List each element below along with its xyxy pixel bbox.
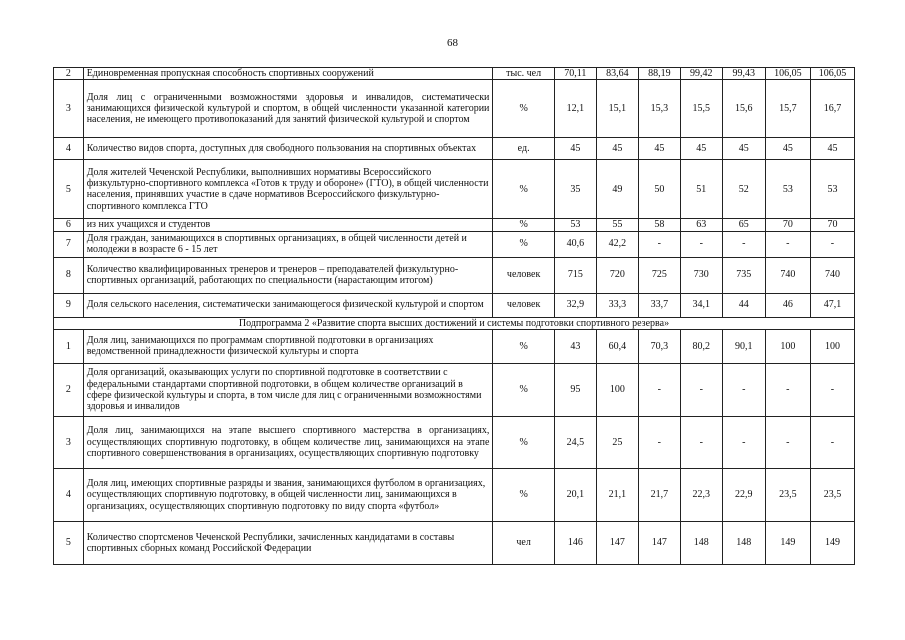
table-row xyxy=(54,80,855,138)
unit-cell: % xyxy=(493,160,554,219)
value-cell: 70 xyxy=(810,219,854,231)
value-cell: 149 xyxy=(765,521,810,564)
table-row xyxy=(54,219,855,231)
row-number: 8 xyxy=(54,257,84,293)
value-cell: 42,2 xyxy=(596,231,638,257)
value-cell: 21,7 xyxy=(638,468,680,521)
value-cell: 47,1 xyxy=(810,293,854,317)
value-cell: 33,7 xyxy=(638,293,680,317)
value-cell: 53 xyxy=(765,160,810,219)
value-cell: 45 xyxy=(554,138,596,160)
value-cell: 25 xyxy=(596,416,638,468)
indicator-name: Доля организаций, оказывающих услуги по спортивной подготовке в соответствии с федеральными стандартами спортивной подготовки, в общем количестве организаций в сфере физической культуры и спорта, в том числе для лиц с ограниченными возможностями здоровья и инвалидов xyxy=(83,363,493,416)
value-cell: - xyxy=(638,363,680,416)
indicator-name: Доля лиц, занимающихся на этапе высшего спортивного мастерства в организациях, осуществляющих спортивную подготовку, в общем количестве лиц, занимающихся на этапе спортивного совершенствования в организациях, осуществляющих спортивную подготовку xyxy=(83,416,493,468)
value-cell: - xyxy=(810,231,854,257)
value-cell: 49 xyxy=(596,160,638,219)
value-cell: 90,1 xyxy=(722,329,765,363)
value-cell: 149 xyxy=(810,521,854,564)
value-cell: 65 xyxy=(722,219,765,231)
row-number: 6 xyxy=(54,219,84,231)
table-row xyxy=(54,329,855,363)
table-row xyxy=(54,293,855,317)
row-number: 9 xyxy=(54,293,84,317)
value-cell: 32,9 xyxy=(554,293,596,317)
indicator-name: Доля лиц, имеющих спортивные разряды и звания, занимающихся футболом в организациях, осуществляющих спортивную подготовку, в общей численности лиц, занимающихся в организациях, осуществляющих спортивную подготовку по виду спорта «футбол» xyxy=(83,468,493,521)
value-cell: 720 xyxy=(596,257,638,293)
value-cell: 88,19 xyxy=(638,68,680,80)
unit-cell: % xyxy=(493,231,554,257)
value-cell: 740 xyxy=(765,257,810,293)
value-cell: 83,64 xyxy=(596,68,638,80)
value-cell: - xyxy=(638,231,680,257)
value-cell: 63 xyxy=(680,219,722,231)
value-cell: 147 xyxy=(638,521,680,564)
value-cell: - xyxy=(722,363,765,416)
unit-cell: % xyxy=(493,219,554,231)
value-cell: - xyxy=(810,416,854,468)
value-cell: 15,7 xyxy=(765,80,810,138)
row-number: 5 xyxy=(54,160,84,219)
value-cell: 148 xyxy=(722,521,765,564)
value-cell: 715 xyxy=(554,257,596,293)
value-cell: 45 xyxy=(638,138,680,160)
value-cell: 43 xyxy=(554,329,596,363)
value-cell: 58 xyxy=(638,219,680,231)
row-number: 4 xyxy=(54,468,84,521)
value-cell: 45 xyxy=(680,138,722,160)
indicator-name: Количество спортсменов Чеченской Республики, зачисленных кандидатами в составы спортивных сборных команд Российской Федерации xyxy=(83,521,493,564)
value-cell: 147 xyxy=(596,521,638,564)
value-cell: 35 xyxy=(554,160,596,219)
row-number: 3 xyxy=(54,80,84,138)
value-cell: 45 xyxy=(765,138,810,160)
row-number: 7 xyxy=(54,231,84,257)
unit-cell: чел xyxy=(493,521,554,564)
value-cell: 23,5 xyxy=(810,468,854,521)
value-cell: 40,6 xyxy=(554,231,596,257)
value-cell: 45 xyxy=(722,138,765,160)
subprogram-heading-row xyxy=(54,317,855,329)
value-cell: 730 xyxy=(680,257,722,293)
value-cell: 100 xyxy=(765,329,810,363)
value-cell: 15,5 xyxy=(680,80,722,138)
table-row xyxy=(54,68,855,80)
row-number: 3 xyxy=(54,416,84,468)
value-cell: 15,1 xyxy=(596,80,638,138)
row-number: 2 xyxy=(54,363,84,416)
value-cell: 80,2 xyxy=(680,329,722,363)
table-row xyxy=(54,231,855,257)
value-cell: - xyxy=(638,416,680,468)
value-cell: 33,3 xyxy=(596,293,638,317)
value-cell: 70,3 xyxy=(638,329,680,363)
unit-cell: человек xyxy=(493,293,554,317)
value-cell: 24,5 xyxy=(554,416,596,468)
value-cell: 70,11 xyxy=(554,68,596,80)
value-cell: 106,05 xyxy=(810,68,854,80)
value-cell: 725 xyxy=(638,257,680,293)
value-cell: 50 xyxy=(638,160,680,219)
value-cell: - xyxy=(722,231,765,257)
row-number: 2 xyxy=(54,68,84,80)
indicator-name: Доля лиц с ограниченными возможностями здоровья и инвалидов, систематически занимающихся физической культурой и спортом, в общей численности указанной категории населения, не имеющего противопоказаний для занятий физической культурой и спортом xyxy=(83,80,493,138)
value-cell: - xyxy=(680,231,722,257)
value-cell: 12,1 xyxy=(554,80,596,138)
value-cell: 148 xyxy=(680,521,722,564)
unit-cell: % xyxy=(493,80,554,138)
value-cell: - xyxy=(765,363,810,416)
value-cell: 100 xyxy=(596,363,638,416)
row-number: 4 xyxy=(54,138,84,160)
value-cell: - xyxy=(810,363,854,416)
row-number: 1 xyxy=(54,329,84,363)
value-cell: - xyxy=(765,416,810,468)
value-cell: 55 xyxy=(596,219,638,231)
row-number: 5 xyxy=(54,521,84,564)
value-cell: 95 xyxy=(554,363,596,416)
value-cell: 51 xyxy=(680,160,722,219)
indicators-table xyxy=(53,67,855,565)
value-cell: - xyxy=(722,416,765,468)
value-cell: 52 xyxy=(722,160,765,219)
table-row xyxy=(54,257,855,293)
value-cell: 21,1 xyxy=(596,468,638,521)
value-cell: 70 xyxy=(765,219,810,231)
value-cell: 740 xyxy=(810,257,854,293)
value-cell: 53 xyxy=(810,160,854,219)
value-cell: 45 xyxy=(596,138,638,160)
unit-cell: % xyxy=(493,363,554,416)
value-cell: 735 xyxy=(722,257,765,293)
indicator-name: Доля жителей Чеченской Республики, выполнивших нормативы Всероссийского физкультурно-спортивного комплекса «Готов к труду и обороне» (ГТО), в общей численности населения, принявших участие в сдаче нормативов Всероссийского физкультурно-спортивного комплекса ГТО xyxy=(83,160,493,219)
value-cell: 106,05 xyxy=(765,68,810,80)
value-cell: - xyxy=(680,416,722,468)
unit-cell: ед. xyxy=(493,138,554,160)
value-cell: - xyxy=(765,231,810,257)
value-cell: 34,1 xyxy=(680,293,722,317)
unit-cell: % xyxy=(493,416,554,468)
table-row xyxy=(54,416,855,468)
value-cell: 44 xyxy=(722,293,765,317)
value-cell: 46 xyxy=(765,293,810,317)
value-cell: 15,3 xyxy=(638,80,680,138)
table-row xyxy=(54,138,855,160)
value-cell: 100 xyxy=(810,329,854,363)
value-cell: 146 xyxy=(554,521,596,564)
table-row xyxy=(54,521,855,564)
unit-cell: % xyxy=(493,468,554,521)
page-number: 68 xyxy=(447,37,458,49)
unit-cell: тыс. чел xyxy=(493,68,554,80)
indicator-name: Доля лиц, занимающихся по программам спортивной подготовки в организациях ведомственной принадлежности физической культуры и спорта xyxy=(83,329,493,363)
indicator-name: Количество квалифицированных тренеров и тренеров – преподавателей физкультурно-спортивных организаций, работающих по специальности (нарастающим итогом) xyxy=(83,257,493,293)
table-row xyxy=(54,468,855,521)
value-cell: 22,3 xyxy=(680,468,722,521)
value-cell: 23,5 xyxy=(765,468,810,521)
indicator-name: Единовременная пропускная способность спортивных сооружений xyxy=(83,68,493,80)
value-cell: 45 xyxy=(810,138,854,160)
value-cell: 22,9 xyxy=(722,468,765,521)
subprogram-heading: Подпрограмма 2 «Развитие спорта высших достижений и системы подготовки спортивного резерва» xyxy=(54,317,855,329)
value-cell: 99,43 xyxy=(722,68,765,80)
value-cell: 53 xyxy=(554,219,596,231)
indicator-name: Количество видов спорта, доступных для свободного пользования на спортивных объектах xyxy=(83,138,493,160)
indicator-name: Доля сельского населения, систематически занимающегося физической культурой и спортом xyxy=(83,293,493,317)
value-cell: 15,6 xyxy=(722,80,765,138)
unit-cell: % xyxy=(493,329,554,363)
table-row xyxy=(54,363,855,416)
value-cell: - xyxy=(680,363,722,416)
value-cell: 20,1 xyxy=(554,468,596,521)
indicator-name: из них учащихся и студентов xyxy=(83,219,493,231)
value-cell: 16,7 xyxy=(810,80,854,138)
value-cell: 60,4 xyxy=(596,329,638,363)
table-row xyxy=(54,160,855,219)
unit-cell: человек xyxy=(493,257,554,293)
indicator-name: Доля граждан, занимающихся в спортивных организациях, в общей численности детей и молодежи в возрасте 6 - 15 лет xyxy=(83,231,493,257)
value-cell: 99,42 xyxy=(680,68,722,80)
